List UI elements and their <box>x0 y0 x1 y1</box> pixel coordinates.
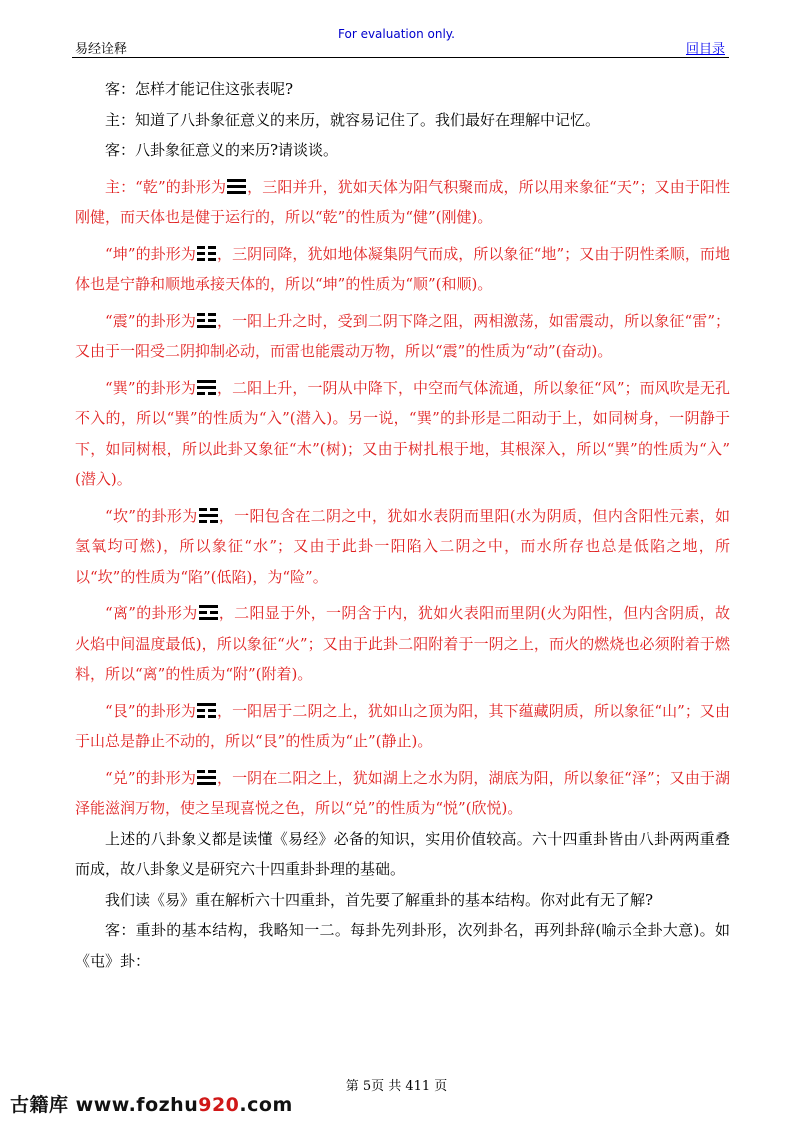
brand-url-suffix: .com <box>239 1094 293 1116</box>
paragraph-lead: “离”的卦形为 <box>105 604 198 622</box>
dui-trigram-icon <box>197 770 216 785</box>
paragraph-lead: “震”的卦形为 <box>105 311 196 330</box>
trigram-paragraph-gen <box>75 696 730 757</box>
dialogue-line: 主：知道了八卦象征意义的来历，就容易记住了。我们最好在理解中记忆。 <box>105 110 601 129</box>
paragraph-lead: “坤”的卦形为 <box>105 244 196 263</box>
brand-name: 古籍库 <box>10 1094 69 1116</box>
paragraph-lead: “艮”的卦形为 <box>105 701 196 720</box>
site-brand <box>10 1090 293 1117</box>
paragraph-body: ，三阴同降，犹如地体凝集阴气而成，所以象征“地”；又由于阴性柔顺，而地体也是宁静和顺地承接天体的，所以“坤”的性质为“顺”(和顺)。 <box>75 244 730 293</box>
trigram-paragraph-li <box>75 598 730 690</box>
guest-paragraph: 客：重卦的基本结构，我略知一二。每卦先列卦形，次列卦名，再列卦辞(喻示全卦大意)。如《屯》卦： <box>75 921 730 970</box>
trigram-paragraph-zhen <box>75 306 730 367</box>
dialogue-line: 客：八卦象征意义的来历?请谈谈。 <box>105 141 339 159</box>
dialogue-line: 客：怎样才能记住这张表呢? <box>105 80 294 98</box>
kun-trigram-icon <box>197 246 216 261</box>
trigram-paragraph-qian <box>75 172 730 233</box>
brand-url-number: 920 <box>198 1094 240 1116</box>
paragraph-body: ，一阴在二阳之上，犹如湖上之水为阴，湖底为阳，所以象征“泽”；又由于湖泽能滋润万物，使之呈现喜悦之色，所以“兑”的性质为“悦”(欣悦)。 <box>75 768 730 817</box>
brand-url-prefix: www.fozhu <box>75 1094 199 1116</box>
paragraph-lead: “巽”的卦形为 <box>105 378 196 397</box>
trigram-paragraph-kan <box>75 501 730 593</box>
xun-trigram-icon <box>197 380 216 395</box>
page-content <box>75 74 746 976</box>
summary-paragraph: 上述的八卦象义都是读懂《易经》必备的知识，实用价值较高。六十四重卦皆由八卦两两重叠而成，故八卦象义是研究六十四重卦卦理的基础。 <box>75 829 730 878</box>
page-number: 第 5页 共 411 页 <box>345 1079 448 1094</box>
qian-trigram-icon <box>227 179 246 194</box>
paragraph-body: ，一阳包含在二阴之中，犹如水表阴而里阳(水为阴质，但内含阳性元素，如氢氧均可燃)，所以象征“水”；又由于此卦一阳陷入二阴之中，而水所存也总是低陷之地，所以“坎”的性质为“陷”(低陷)，为“险”。 <box>75 506 730 586</box>
trigram-paragraph-dui <box>75 763 730 824</box>
trigram-paragraph-xun <box>75 373 746 495</box>
paragraph-lead: 主：“乾”的卦形为 <box>105 177 227 196</box>
li-trigram-icon <box>199 605 218 620</box>
trigram-paragraph-kun <box>75 239 730 300</box>
paragraph-lead: “坎”的卦形为 <box>105 506 198 525</box>
gen-trigram-icon <box>197 703 216 718</box>
reading-paragraph: 我们读《易》重在解析六十四重卦，首先要了解重卦的基本结构。你对此有无了解? <box>105 890 654 909</box>
paragraph-body: ，二阳显于外，一阴含于内，犹如火表阳而里阴(火为阳性，但内含阴质，故火焰中间温度最低)，所以象征“火”；又由于此卦二阳附着于一阴之上，而火的燃烧也必须附着于燃料，所以“离”的性质为“附”(附着)。 <box>75 604 730 683</box>
paragraph-body: ，三阳并升，犹如天体为阳气积聚而成，所以用来象征“天”；又由于阳性刚健，而天体也是健于运行的，所以“乾”的性质为“健”(刚健)。 <box>75 177 731 226</box>
header-divider <box>72 57 729 58</box>
header-title: 易经诠释 <box>75 42 128 57</box>
paragraph-lead: “兑”的卦形为 <box>105 768 196 787</box>
back-to-contents-link[interactable]: 回目录 <box>685 42 725 57</box>
zhen-trigram-icon <box>197 313 216 328</box>
kan-trigram-icon <box>199 508 218 523</box>
watermark: For evaluation only. <box>338 27 455 41</box>
paragraph-body: ，二阳上升，一阴从中降下，中空而气体流通，所以象征“风”；而风吹是无孔不入的，所以“巽”的性质为“入”(潜入)。另一说，“巽”的卦形是二阳动于上，如同树身，一阴静于下，如同树根，所以此卦又象征“木”(树)；又由于树扎根于地，其根深入，所以“巽”的性质为“入” (潜入)。 <box>75 378 746 488</box>
paragraph-body: ，一阳上升之时，受到二阴下降之阻，两相激荡，如雷震动，所以象征“雷”；又由于一阳受二阴抑制必动，而雷也能震动万物，所以“震”的性质为“动”(奋动)。 <box>75 311 730 360</box>
paragraph-body: ，一阳居于二阴之上，犹如山之顶为阳，其下蕴藏阴质，所以象征“山”；又由于山总是静止不动的，所以“艮”的性质为“止”(静止)。 <box>75 701 730 750</box>
